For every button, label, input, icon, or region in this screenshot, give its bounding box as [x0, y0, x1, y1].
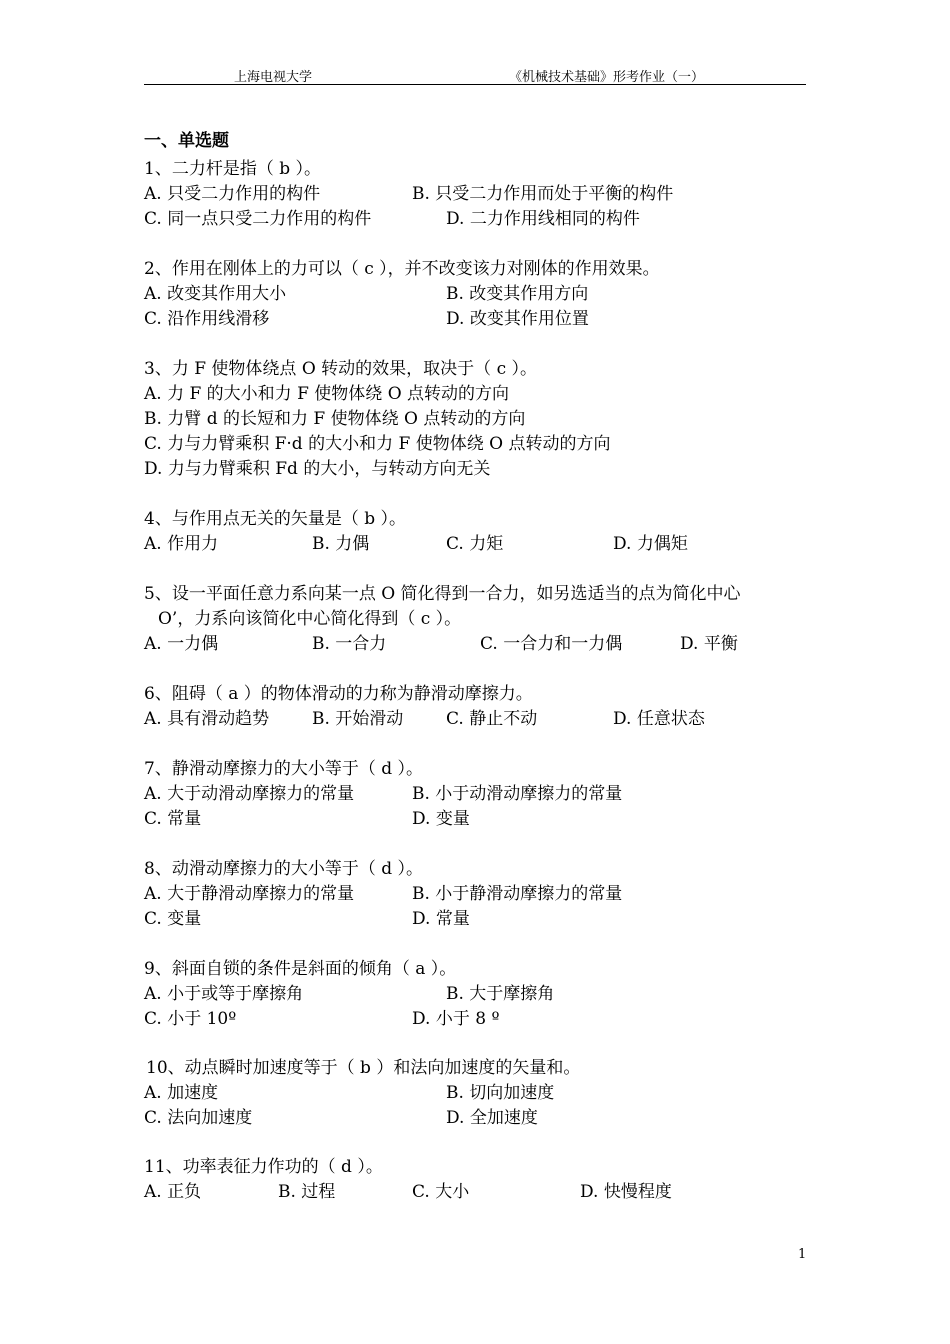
question-stem: 1、二力杆是指（ b ）。	[144, 159, 322, 179]
question-stem: 10、动点瞬时加速度等于（ b ）和法向加速度的矢量和。	[146, 1058, 581, 1078]
section-title: 一、单选题	[144, 131, 229, 151]
question-stem-continued: O’，力系向该简化中心简化得到（ c ）。	[158, 609, 462, 629]
option-b: B. 开始滑动	[312, 709, 404, 729]
option-b: B. 只受二力作用而处于平衡的构件	[412, 184, 674, 204]
option-b: B. 改变其作用方向	[446, 284, 589, 304]
option-a: A. 作用力	[144, 534, 219, 554]
option-c: C. 力矩	[446, 534, 504, 554]
option-b: B. 小于动滑动摩擦力的常量	[412, 784, 623, 804]
header-course: 《机械技术基础》形考作业（一）	[509, 70, 705, 85]
option-a: A. 只受二力作用的构件	[144, 184, 321, 204]
option-b: B. 过程	[278, 1182, 336, 1202]
option-c: C. 法向加速度	[144, 1108, 253, 1128]
option-b: B. 一合力	[312, 634, 387, 654]
option-d: D. 平衡	[680, 634, 738, 654]
option-c: C. 同一点只受二力作用的构件	[144, 209, 372, 229]
page-number: 1	[798, 1247, 807, 1262]
option-b: B. 大于摩擦角	[446, 984, 555, 1004]
option-a: A. 一力偶	[144, 634, 219, 654]
option-a: A. 加速度	[144, 1083, 219, 1103]
option-c: C. 小于 10º	[144, 1009, 237, 1029]
option-d: D. 力偶矩	[613, 534, 688, 554]
option-d: D. 小于 8 º	[412, 1009, 500, 1029]
question-stem: 9、斜面自锁的条件是斜面的倾角（ a ）。	[144, 959, 457, 979]
option-d: D. 变量	[412, 809, 470, 829]
option-a: A. 大于动滑动摩擦力的常量	[144, 784, 355, 804]
question-stem: 2、作用在刚体上的力可以（ c ），并不改变该力对刚体的作用效果。	[144, 259, 660, 279]
option-b: B. 力偶	[312, 534, 370, 554]
option-b: B. 小于静滑动摩擦力的常量	[412, 884, 623, 904]
option-d: D. 全加速度	[446, 1108, 538, 1128]
option-c: C. 力与力臂乘积 F·d 的大小和力 F 使物体绕 O 点转动的方向	[144, 434, 611, 454]
option-a: A. 改变其作用大小	[144, 284, 287, 304]
question-stem: 6、阻碍（ a ）的物体滑动的力称为静滑动摩擦力。	[144, 684, 533, 704]
question-stem: 8、动滑动摩擦力的大小等于（ d ）。	[144, 859, 424, 879]
question-stem: 11、功率表征力作功的（ d ）。	[144, 1157, 383, 1177]
option-c: C. 常量	[144, 809, 202, 829]
header-school: 上海电视大学	[234, 70, 313, 85]
option-a: A. 小于或等于摩擦角	[144, 984, 304, 1004]
question-stem: 7、静滑动摩擦力的大小等于（ d ）。	[144, 759, 424, 779]
option-d: D. 力与力臂乘积 Fd 的大小，与转动方向无关	[144, 459, 491, 479]
option-a: A. 力 F 的大小和力 F 使物体绕 O 点转动的方向	[144, 384, 510, 404]
question-stem: 4、与作用点无关的矢量是（ b ）。	[144, 509, 407, 529]
option-a: A. 具有滑动趋势	[144, 709, 270, 729]
page-header	[144, 62, 806, 85]
question-stem: 3、力 F 使物体绕点 O 转动的效果，取决于（ c ）。	[144, 359, 537, 379]
option-d: D. 常量	[412, 909, 470, 929]
option-b: B. 力臂 d 的长短和力 F 使物体绕 O 点转动的方向	[144, 409, 526, 429]
option-c: C. 静止不动	[446, 709, 538, 729]
option-a: A. 正负	[144, 1182, 202, 1202]
option-c: C. 一合力和一力偶	[480, 634, 623, 654]
question-stem: 5、设一平面任意力系向某一点 O 简化得到一合力，如另选适当的点为简化中心	[144, 584, 741, 604]
option-d: D. 任意状态	[613, 709, 705, 729]
option-d: D. 快慢程度	[580, 1182, 672, 1202]
option-c: C. 大小	[412, 1182, 470, 1202]
option-a: A. 大于静滑动摩擦力的常量	[144, 884, 355, 904]
option-c: C. 变量	[144, 909, 202, 929]
option-d: D. 改变其作用位置	[446, 309, 589, 329]
option-d: D. 二力作用线相同的构件	[446, 209, 640, 229]
option-b: B. 切向加速度	[446, 1083, 555, 1103]
option-c: C. 沿作用线滑移	[144, 309, 270, 329]
